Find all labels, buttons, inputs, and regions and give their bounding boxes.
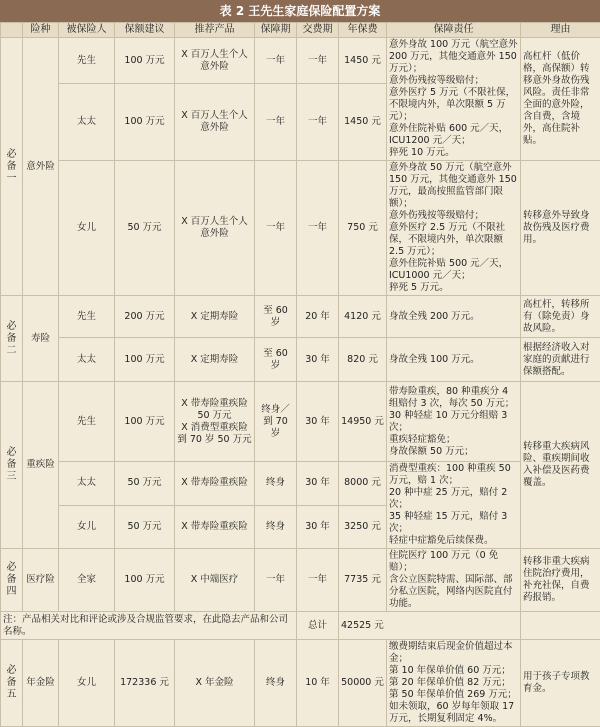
coverage-period: 至 60 岁: [255, 338, 297, 382]
coverage-period: 终身: [255, 505, 297, 549]
annual-premium: 1450 元: [339, 38, 387, 84]
insurance-type: 寿险: [23, 296, 59, 382]
table-row: [1, 462, 600, 506]
sum-insured: 100 万元: [115, 382, 175, 462]
annual-premium: 820 元: [339, 338, 387, 382]
annual-premium: 50000 元: [339, 640, 387, 727]
blank-cell: [521, 612, 600, 640]
table-row: [1, 640, 600, 727]
sum-insured: 100 万元: [115, 38, 175, 84]
sum-insured: 100 万元: [115, 338, 175, 382]
payment-period: 一年: [297, 549, 339, 612]
coverage-duty: 身故全残 100 万元。: [387, 338, 521, 382]
coverage-period: 终身: [255, 462, 297, 506]
reason: 转移非重大疾病住院治疗费用，补充社保，自费药报销。: [521, 549, 600, 612]
insurance-type: 重疾险: [23, 382, 59, 549]
reason: 根据经济收入对家庭的贡献进行保额搭配。: [521, 338, 600, 382]
payment-period: 一年: [297, 84, 339, 161]
payment-period: 一年: [297, 161, 339, 296]
table-row: [1, 161, 600, 296]
reason: 用于孩子专项教育金。: [521, 640, 600, 727]
group-tag: 必 备 五: [1, 640, 23, 727]
table-row: [1, 38, 600, 84]
coverage-duty: 消费型重疾：100 种重疾 50 万元，赔 1 次； 20 种中症 25 万元，赔付 2 次； 35 种轻症 15 万元，赔付 3 次； 轻症中症豁免后续保费。: [387, 462, 521, 549]
product: X 定期寿险: [175, 296, 255, 338]
total-row: [1, 612, 600, 640]
payment-period: 一年: [297, 38, 339, 84]
total-value: 42525 元: [339, 612, 521, 640]
product: X 定期寿险: [175, 338, 255, 382]
coverage-duty: 住院医疗 100 万元（0 免赔）； 含公立医院特需、国际部、部分私立医院，网络内医院直付功能。: [387, 549, 521, 612]
header-cell: 保额建议: [115, 23, 175, 38]
insurance-type: 年金险: [23, 640, 59, 727]
sum-insured: 50 万元: [115, 505, 175, 549]
header-cell: 推荐产品: [175, 23, 255, 38]
annual-premium: 8000 元: [339, 462, 387, 506]
header-row: [1, 23, 600, 38]
header-cell: 险种: [23, 23, 59, 38]
insured-person: 先生: [59, 296, 115, 338]
reason: 高杠杆（低价格，高保额）转移意外身故伤残风险。责任非常全面的意外险，含自费，含境外，高住院补贴。: [521, 38, 600, 161]
coverage-period: 一年: [255, 84, 297, 161]
payment-period: 30 年: [297, 505, 339, 549]
insured-person: 太太: [59, 338, 115, 382]
coverage-period: 终身: [255, 640, 297, 727]
payment-period: 20 年: [297, 296, 339, 338]
header-cell: 保障责任: [387, 23, 521, 38]
product: X 百万人生个人意外险: [175, 38, 255, 84]
table-row: [1, 549, 600, 612]
group-tag: 必 备 三: [1, 382, 23, 549]
header-cell: 理由: [521, 23, 600, 38]
insurance-type: 医疗险: [23, 549, 59, 612]
coverage-period: 终身／到 70 岁: [255, 382, 297, 462]
sum-insured: 100 万元: [115, 84, 175, 161]
sum-insured: 172336 元: [115, 640, 175, 727]
table-row: [1, 382, 600, 462]
table-title: 表 2 王先生家庭保险配置方案: [0, 0, 600, 22]
header-cell: [1, 23, 23, 38]
annual-premium: 7735 元: [339, 549, 387, 612]
table-row: [1, 338, 600, 382]
annual-premium: 4120 元: [339, 296, 387, 338]
payment-period: 30 年: [297, 338, 339, 382]
sum-insured: 200 万元: [115, 296, 175, 338]
product: X 带寿险重疾险 50 万元 X 消费型重疾险到 70 岁 50 万元: [175, 382, 255, 462]
header-cell: 交费期: [297, 23, 339, 38]
payment-period: 30 年: [297, 382, 339, 462]
coverage-duty: 缴费期结束后现金价值超过本金； 第 10 年保单价值 60 万元； 第 20 年保单价值 82 万元； 第 50 年保单价值 269 万元； 如未领取，60 岁每年领取 17 万元，长期复利固定 4%。: [387, 640, 521, 727]
product: X 年金险: [175, 640, 255, 727]
insured-person: 太太: [59, 84, 115, 161]
sum-insured: 50 万元: [115, 161, 175, 296]
insured-person: 女儿: [59, 640, 115, 727]
group-tag: 必 备 一: [1, 38, 23, 296]
group-tag: 必 备 四: [1, 549, 23, 612]
reason: 转移意外导致身故伤残及医疗费用。: [521, 161, 600, 296]
insured-person: 先生: [59, 38, 115, 84]
insured-person: 女儿: [59, 505, 115, 549]
table-row: [1, 296, 600, 338]
insurance-type: 意外险: [23, 38, 59, 296]
coverage-duty: 身故全残 200 万元。: [387, 296, 521, 338]
insured-person: 先生: [59, 382, 115, 462]
sum-insured: 100 万元: [115, 549, 175, 612]
annual-premium: 1450 元: [339, 84, 387, 161]
header-cell: 被保险人: [59, 23, 115, 38]
product: X 百万人生个人意外险: [175, 84, 255, 161]
reason: 高杠杆，转移所有（除免责）身故风险。: [521, 296, 600, 338]
annual-premium: 750 元: [339, 161, 387, 296]
payment-period: 30 年: [297, 462, 339, 506]
product: X 中端医疗: [175, 549, 255, 612]
sum-insured: 50 万元: [115, 462, 175, 506]
insured-person: 女儿: [59, 161, 115, 296]
payment-period: 10 年: [297, 640, 339, 727]
product: X 百万人生个人意外险: [175, 161, 255, 296]
insured-person: 太太: [59, 462, 115, 506]
header-cell: 年保费: [339, 23, 387, 38]
coverage-period: 一年: [255, 38, 297, 84]
annual-premium: 3250 元: [339, 505, 387, 549]
product: X 带寿险重疾险: [175, 462, 255, 506]
coverage-duty: 意外身故 50 万元（航空意外 150 万元，其他交通意外 150 万元，最高按照监管部门限额）； 意外伤残按等级赔付； 意外医疗 2.5 万元（不限社保，不限境内外，单次限额 2.5 万元）； 意外住院补贴 500 元／天，ICU1000 元／天； 猝死 5 万元。: [387, 161, 521, 296]
product: X 带寿险重疾险: [175, 505, 255, 549]
footnote: 注：产品相关对比和评论或涉及合规监管要求，在此隐去产品和公司名称。: [1, 612, 297, 640]
reason: 转移重大疾病风险、重疾期间收入补偿及医药费覆盖。: [521, 382, 600, 549]
coverage-duty: 意外身故 100 万元（航空意外 200 万元，其他交通意外 150 万元）； 意外伤残按等级赔付； 意外医疗 5 万元（不限社保，不限境内外，单次限额 5 万元）； 意外住院补贴 600 元／天，ICU1200 元／天； 猝死 10 万元。: [387, 38, 521, 161]
insurance-plan-table: [0, 22, 600, 727]
coverage-period: 一年: [255, 161, 297, 296]
group-tag: 必 备 二: [1, 296, 23, 382]
total-label: 总计: [297, 612, 339, 640]
coverage-period: 至 60 岁: [255, 296, 297, 338]
insured-person: 全家: [59, 549, 115, 612]
coverage-period: 一年: [255, 549, 297, 612]
annual-premium: 14950 元: [339, 382, 387, 462]
header-cell: 保障期: [255, 23, 297, 38]
coverage-duty: 带寿险重疾，80 种重疾分 4 组赔付 3 次，每次 50 万元； 30 种轻症 10 万元分组赔 3 次； 重疾轻症豁免； 身故保额 50 万元；: [387, 382, 521, 462]
